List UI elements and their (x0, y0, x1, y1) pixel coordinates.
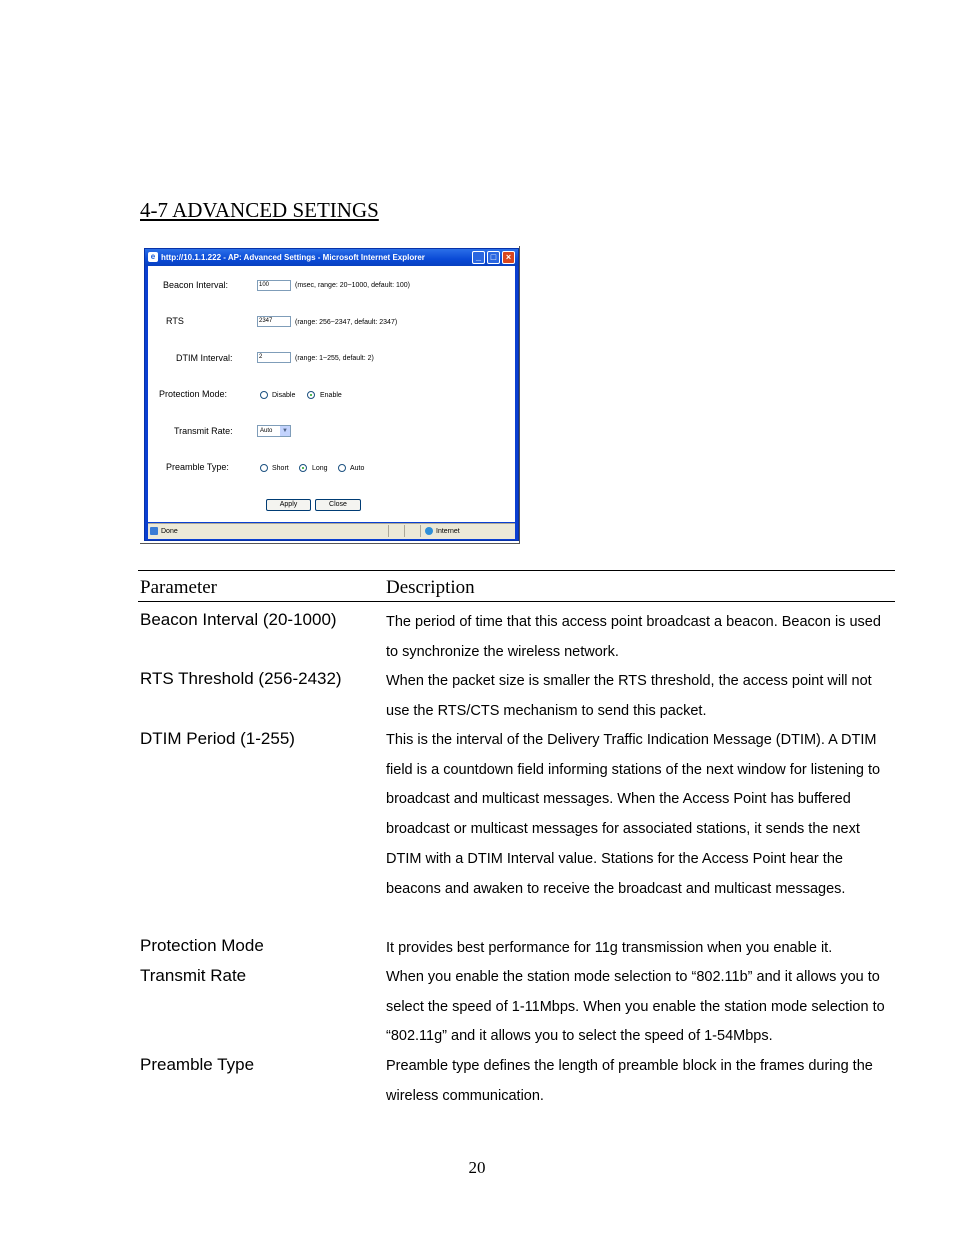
table-row-desc: Preamble type defines the length of preamble block in the frames during the wireless communication. (386, 1058, 873, 1104)
page-done-icon (150, 527, 158, 535)
status-divider (420, 525, 421, 537)
settings-form (148, 266, 515, 522)
status-divider (404, 525, 405, 537)
table-row-param: Beacon Interval (20-1000) (140, 610, 337, 629)
transmit-rate-select[interactable] (257, 425, 291, 437)
description-header: Description (386, 577, 475, 598)
table-row-param: DTIM Period (1-255) (140, 729, 295, 748)
page-number: 20 (468, 1158, 486, 1177)
table-row-param: Protection Mode (140, 936, 264, 955)
zone-text: Internet (436, 528, 460, 535)
dtim-interval-input[interactable]: 2 (257, 352, 291, 363)
dtim-interval-hint: (range: 1~255, default: 2) (295, 355, 374, 362)
ie-icon: e (148, 252, 158, 262)
rts-hint: (range: 256~2347, default: 2347) (295, 319, 398, 326)
preamble-short-radio[interactable] (260, 464, 268, 472)
transmit-rate-value: Auto (260, 428, 273, 434)
beacon-interval-hint: (msec, range: 20~1000, default: 100) (295, 282, 410, 289)
table-top-rule (138, 570, 895, 571)
rts-label: RTS (166, 316, 184, 326)
preamble-long-label: Long (312, 465, 328, 472)
protection-enable-radio[interactable] (307, 391, 315, 399)
table-row-param: Transmit Rate (140, 966, 247, 985)
rts-input[interactable]: 2347 (257, 316, 291, 327)
table-header-rule (138, 601, 895, 602)
preamble-auto-radio[interactable] (338, 464, 346, 472)
parameter-header: Parameter (140, 577, 218, 598)
status-text: Done (161, 528, 178, 535)
transmit-rate-label: Transmit Rate: (174, 426, 233, 436)
close-button[interactable]: Close (315, 499, 361, 511)
beacon-interval-label: Beacon Interval: (163, 280, 229, 290)
status-divider (388, 525, 389, 537)
table-row-desc: This is the interval of the Delivery Traffic Indication Message (DTIM). A DTIM field is a countdown field informing stations of the next window for listening to broadcast and multicast messages. When the Access Point has buffered broadcast or multicast messages for associated stations, it sends the next DTIM with a DTIM Interval value. Stations for the Access Point hear the beacons and awaken to receive the broadcast and multicast messages. (386, 732, 881, 897)
browser-window (144, 248, 519, 541)
section-heading: 4-7 ADVANCED SETINGS (140, 198, 379, 222)
maximize-button[interactable]: □ (487, 251, 500, 264)
table-row-param: RTS Threshold (256-2432) (140, 669, 342, 688)
status-bar (148, 523, 515, 539)
protection-enable-label: Enable (320, 392, 342, 399)
beacon-interval-input[interactable]: 100 (257, 280, 291, 291)
preamble-auto-label: Auto (350, 465, 365, 472)
protection-mode-label: Protection Mode: (159, 389, 228, 399)
table-row-desc: When the packet size is smaller the RTS threshold, the access point will not use the RTS/CTS mechanism to send this packet. (386, 673, 872, 719)
preamble-type-label: Preamble Type: (166, 462, 229, 472)
table-row-desc: When you enable the station mode selection to “802.11b” and it allows you to select the speed of 1-11Mbps. When you enable the station mode selection to “802.11g” and it allows you to select the speed of 1-54Mbps. (386, 969, 885, 1045)
table-row-desc: It provides best performance for 11g transmission when you enable it. (386, 940, 833, 956)
internet-globe-icon (425, 527, 433, 535)
dtim-interval-label: DTIM Interval: (176, 353, 233, 363)
table-row-desc: The period of time that this access point broadcast a beacon. Beacon is used to synchronize the wireless network. (386, 614, 881, 660)
preamble-short-label: Short (272, 465, 289, 472)
protection-disable-label: Disable (272, 392, 296, 399)
apply-button[interactable]: Apply (266, 499, 311, 511)
protection-disable-radio[interactable] (260, 391, 268, 399)
preamble-long-radio[interactable] (299, 464, 307, 472)
chevron-down-icon: ▼ (280, 426, 290, 436)
minimize-button[interactable]: _ (472, 251, 485, 264)
table-row-param: Preamble Type (140, 1055, 255, 1074)
window-titlebar (145, 249, 518, 266)
window-title: http://10.1.1.222 - AP: Advanced Settings - Microsoft Internet Explorer (161, 253, 425, 262)
close-window-button[interactable]: × (502, 251, 515, 264)
